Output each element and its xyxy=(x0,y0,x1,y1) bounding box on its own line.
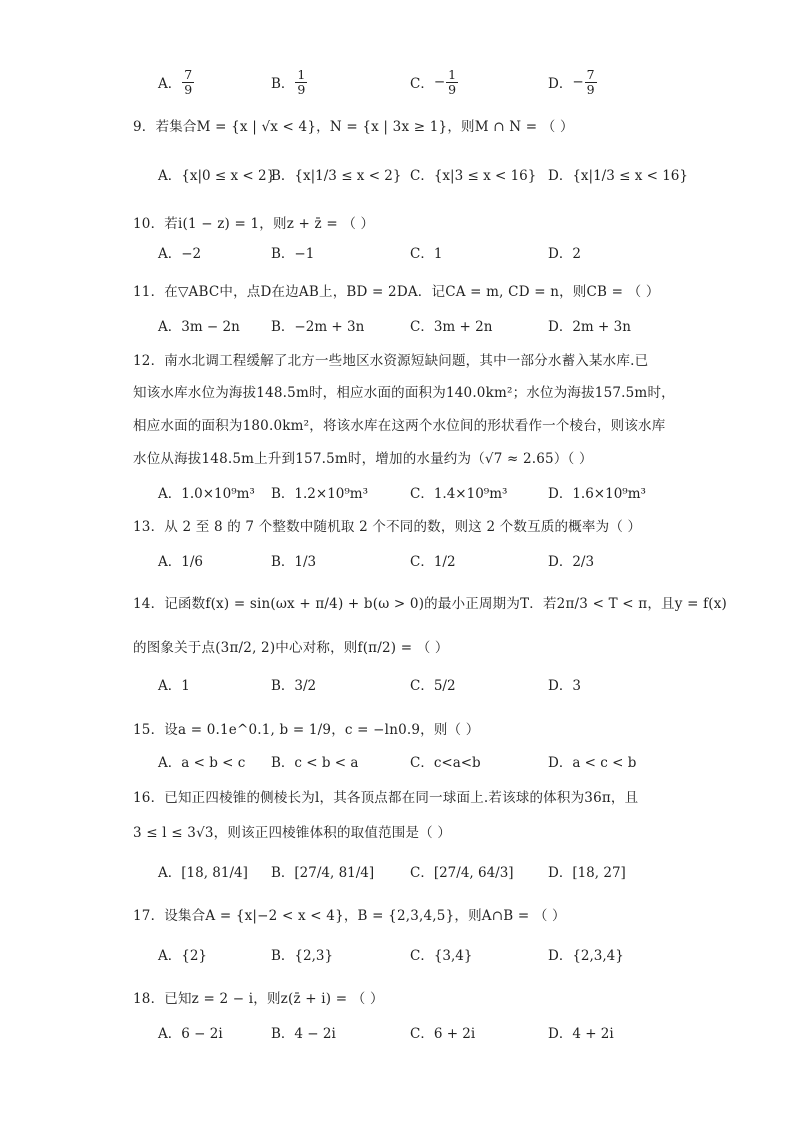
q15-option-c[interactable]: C．c<a<b xyxy=(410,755,481,771)
q15-options xyxy=(158,741,678,781)
q12-option-c[interactable]: C．1.4×10⁹m³ xyxy=(410,486,508,502)
q9-option-b[interactable]: B．{x|1/3 ≤ x < 2} xyxy=(271,168,402,184)
q9-option-d[interactable]: D．{x|1/3 ≤ x < 16} xyxy=(548,168,688,184)
q16-option-c[interactable]: C．[27/4, 64/3] xyxy=(410,865,514,881)
q11-option-d[interactable]: D．2m + 3n xyxy=(548,319,631,335)
q11-option-c[interactable]: C．3m + 2n xyxy=(410,319,493,335)
q18-option-c[interactable]: C．6 + 2i xyxy=(410,1026,476,1042)
q9-option-c[interactable]: C．{x|3 ≤ x < 16} xyxy=(410,168,537,184)
q10-option-b[interactable]: B．−1 xyxy=(271,246,315,262)
q18-options xyxy=(158,1012,678,1052)
q14-option-c[interactable]: C．5/2 xyxy=(410,678,456,694)
q8-option-c[interactable]: C． − $\frac{1}{9}$ xyxy=(410,66,457,97)
q17-stem: 17．设集合A = {x|−2 < x < 4}，B = {2,3,4,5}，则A∩B = （ ） xyxy=(133,908,566,924)
q10-option-a[interactable]: A．−2 xyxy=(158,246,202,262)
q12-option-a[interactable]: A．1.0×10⁹m³ xyxy=(158,486,255,502)
q16-option-d[interactable]: D．[18, 27] xyxy=(548,865,626,881)
q14-option-b[interactable]: B．3/2 xyxy=(271,678,317,694)
q9-stem: 9．若集合M = {x | √x < 4}，N = {x | 3x ≥ 1}，则M ∩ N = （ ） xyxy=(133,119,574,135)
q11-option-a[interactable]: A．3m − 2n xyxy=(158,319,240,335)
q9-options xyxy=(158,154,688,194)
q13-options xyxy=(158,540,678,580)
q8-options xyxy=(158,62,678,102)
q16-option-a[interactable]: A．[18, 81/4] xyxy=(158,865,248,881)
q18-option-a[interactable]: A．6 − 2i xyxy=(158,1026,223,1042)
q16-line-2: 3 ≤ l ≤ 3√3，则该正四棱锥体积的取值范围是（ ） xyxy=(133,825,452,841)
q17-option-d[interactable]: D．{2,3,4} xyxy=(548,948,624,964)
q15-option-d[interactable]: D．a < c < b xyxy=(548,755,637,771)
q17-option-c[interactable]: C．{3,4} xyxy=(410,948,473,964)
q8-option-b[interactable]: B． $\frac{1}{9}$ xyxy=(271,66,306,97)
q14-option-a[interactable]: A．1 xyxy=(158,678,190,694)
q18-stem: 18．已知z = 2 − i，则z(z̄ + i) = （ ） xyxy=(133,991,384,1007)
q10-option-c[interactable]: C．1 xyxy=(410,246,443,262)
q13-stem: 13．从 2 至 8 的 7 个整数中随机取 2 个不同的数，则这 2 个数互质的概率为（ ） xyxy=(133,519,642,535)
q14-options xyxy=(158,664,678,704)
q11-option-b[interactable]: B．−2m + 3n xyxy=(271,319,365,335)
q12-option-b[interactable]: B．1.2×10⁹m³ xyxy=(271,486,369,502)
q11-stem: 11．在▽ABC中，点D在边AB上，BD = 2DA．记CA = m, CD = n，则CB = （ ） xyxy=(133,284,660,300)
q10-options xyxy=(158,232,678,272)
q18-option-d[interactable]: D．4 + 2i xyxy=(548,1026,614,1042)
q8-option-d[interactable]: D． − $\frac{7}{9}$ xyxy=(548,66,595,97)
q11-options xyxy=(158,305,678,345)
q12-options xyxy=(158,472,678,512)
q14-line-2: 的图象关于点(3π/2, 2)中心对称，则f(π/2) = （ ） xyxy=(133,640,449,656)
q15-stem: 15．设a = 0.1e^0.1, b = 1/9，c = −ln0.9，则（ ） xyxy=(133,722,480,738)
q12-line-2: 知该水库水位为海拔148.5m时，相应水面的面积为140.0km²；水位为海拔157.5m时， xyxy=(133,385,675,401)
q15-option-a[interactable]: A．a < b < c xyxy=(158,755,246,771)
q10-option-d[interactable]: D．2 xyxy=(548,246,581,262)
q13-option-b[interactable]: B．1/3 xyxy=(271,554,317,570)
q14-line-1: 14．记函数f(x) = sin(ωx + π/4) + b(ω > 0)的最小正周期为T．若2π/3 < T < π，且y = f(x) xyxy=(133,596,728,612)
q12-line-1: 12．南水北调工程缓解了北方一些地区水资源短缺问题，其中一部分水蓄入某水库.已 xyxy=(133,353,649,369)
q8-option-a[interactable]: A． $\frac{7}{9}$ xyxy=(158,66,193,97)
q16-option-b[interactable]: B．[27/4, 81/4] xyxy=(271,865,375,881)
q13-option-d[interactable]: D．2/3 xyxy=(548,554,595,570)
q18-option-b[interactable]: B．4 − 2i xyxy=(271,1026,336,1042)
q12-line-4: 水位从海拔148.5m上升到157.5m时，增加的水量约为（√7 ≈ 2.65）（ ） xyxy=(133,451,593,467)
q17-option-a[interactable]: A．{2} xyxy=(158,948,208,964)
q9-option-a[interactable]: A．{x|0 ≤ x < 2} xyxy=(158,168,276,184)
q17-option-b[interactable]: B．{2,3} xyxy=(271,948,334,964)
q12-option-d[interactable]: D．1.6×10⁹m³ xyxy=(548,486,646,502)
q12-line-3: 相应水面的面积为180.0km²，将该水库在这两个水位间的形状看作一个棱台，则该水库 xyxy=(133,418,666,434)
q15-option-b[interactable]: B．c < b < a xyxy=(271,755,359,771)
q16-options xyxy=(158,851,678,891)
q10-stem: 10．若i(1 − z) = 1，则z + z̄ = （ ） xyxy=(133,216,375,232)
q17-options xyxy=(158,934,678,974)
q14-option-d[interactable]: D．3 xyxy=(548,678,581,694)
q13-option-c[interactable]: C．1/2 xyxy=(410,554,456,570)
q16-line-1: 16．已知正四棱锥的侧棱长为l，其各顶点都在同一球面上.若该球的体积为36π，且 xyxy=(133,790,639,806)
q13-option-a[interactable]: A．1/6 xyxy=(158,554,203,570)
